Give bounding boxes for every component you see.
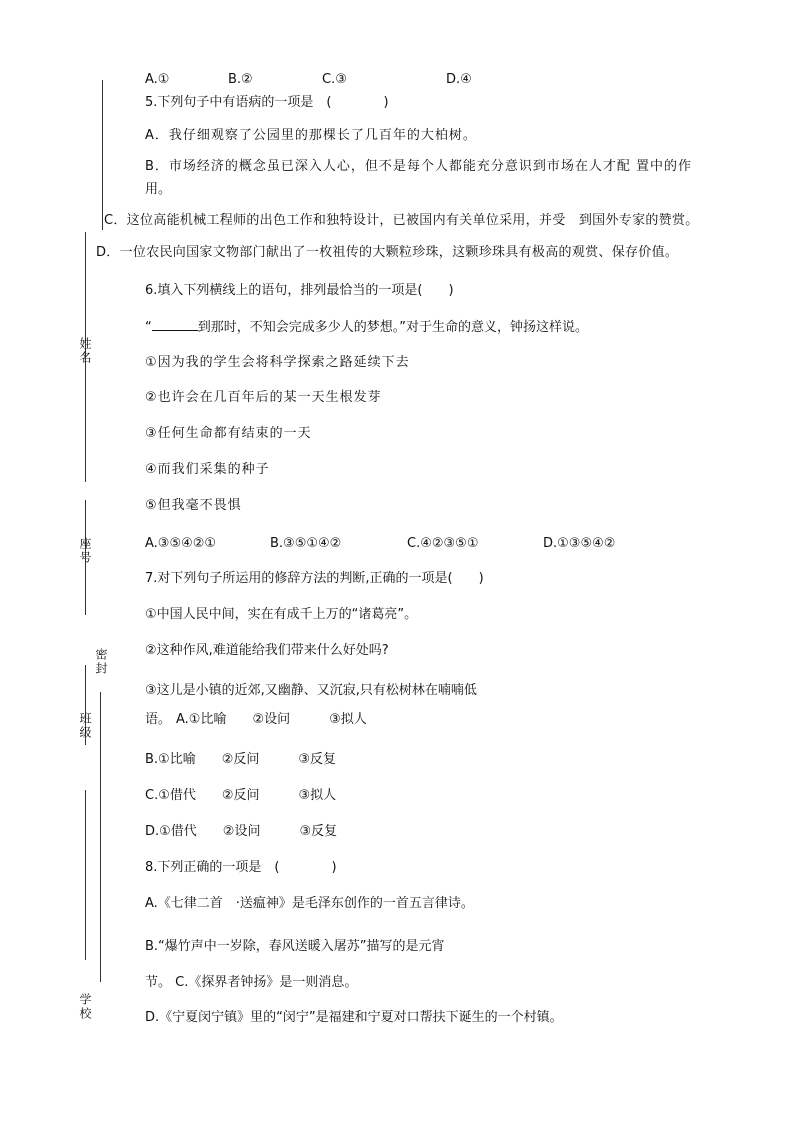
q5-option-c: C．这位高能机械工程师的出色工作和独特设计，已被国内有关单位采用，并受 到国外专家的赞赏。 <box>104 213 699 228</box>
q6-sentence-5: ⑤但我毫不畏惧 <box>145 498 242 513</box>
q7-option-c: C.①借代 ②反问 ③拟人 <box>145 788 337 803</box>
q4-option-c: C.③ <box>322 72 347 87</box>
q7-stem: 7.对下列句子所运用的修辞方法的判断,正确的一项是( ) <box>145 571 484 586</box>
q6-sentence-2: ②也许会在几百年后的某一天生根发芽 <box>145 390 382 405</box>
q7-option-a: A.①比喻 ②设问 ③拟人 <box>176 712 367 727</box>
q8-stem: 8.下列正确的一项是 ( ) <box>145 860 337 875</box>
q6-sentence-3: ③任何生命都有结束的一天 <box>145 426 312 441</box>
name-label: 姓名 <box>78 337 92 365</box>
q6-option-d: D.①③⑤④② <box>543 536 616 551</box>
q5-option-d: D．一位农民向国家文物部门献出了一枚祖传的大颗粒珍珠，这颗珍珠具有极高的观赏、保存价值。 <box>96 245 679 260</box>
class-label: 班级 <box>78 712 92 740</box>
q6-quote-rest: 到那时，不知会完成多少人的梦想。”对于生命的意义，钟扬这样说。 <box>197 320 588 335</box>
q4-option-d: D.④ <box>446 72 472 87</box>
q6-stem: 6.填入下列横线上的语句，排列最恰当的一项是( ) <box>145 283 454 298</box>
q6-sentence-1: ①因为我的学生会将科学探索之路延续下去 <box>145 355 410 370</box>
q6-quote-open: “ <box>145 320 152 335</box>
q7-sentence-3: ③这儿是小镇的近郊,又幽静、又沉寂,只有松树林在喃喃低 <box>145 683 477 698</box>
q6-option-b: B.③⑤①④② <box>270 536 342 551</box>
q5-option-b-line2: 用。 <box>145 182 172 197</box>
blank-line-school <box>85 790 86 960</box>
school-label: 学校 <box>78 993 92 1021</box>
q7-option-b: B.①比喻 ②反问 ③反复 <box>145 752 337 767</box>
q8-option-b-end-and-c: 节。 C.《探界者钟扬》是一则消息。 <box>145 975 358 990</box>
q7-sentence-1: ①中国人民中间，实在有成千上万的“诸葛亮”。 <box>145 607 418 622</box>
q8-option-a: A.《七律二首 ·送瘟神》是毛泽东创作的一首五言律诗。 <box>145 896 474 911</box>
q5-stem: 5.下列句子中有语病的一项是 ( ) <box>145 95 389 110</box>
q5-option-a: A．我仔细观察了公园里的那棵长了几百年的大柏树。 <box>145 128 477 143</box>
q8-option-b: B.“爆竹声中一岁除，春风送暖入屠苏”描写的是元宵 <box>145 939 445 954</box>
seal-line-lower <box>100 692 101 982</box>
q6-quote <box>145 318 588 337</box>
q6-sentence-4: ④而我们采集的种子 <box>145 462 270 477</box>
seal-label: 密封 <box>94 648 108 676</box>
q5-option-b-line1: B．市场经济的概念虽已深入人心，但不是每个人都能充分意识到市场在人才配 置中的作 <box>145 159 693 174</box>
q6-option-a: A.③⑤④②① <box>145 536 217 551</box>
q6-fill-blank <box>152 318 198 331</box>
q7-sentence-3-end: 语。 <box>145 712 172 727</box>
seal-line-upper <box>102 80 103 230</box>
q8-option-d: D.《宁夏闵宁镇》里的“闵宁”是福建和宁夏对口帮扶下诞生的一个村镇。 <box>145 1010 563 1025</box>
q4-option-b: B.② <box>228 72 253 87</box>
q7-option-d: D.①借代 ②设问 ③反复 <box>145 824 338 839</box>
seat-label: 座号 <box>78 537 92 565</box>
q6-option-c: C.④②③⑤① <box>407 536 479 551</box>
q4-option-a: A.① <box>145 72 170 87</box>
q7-sentence-2: ②这种作风,难道能给我们带来什么好处吗? <box>145 643 389 658</box>
